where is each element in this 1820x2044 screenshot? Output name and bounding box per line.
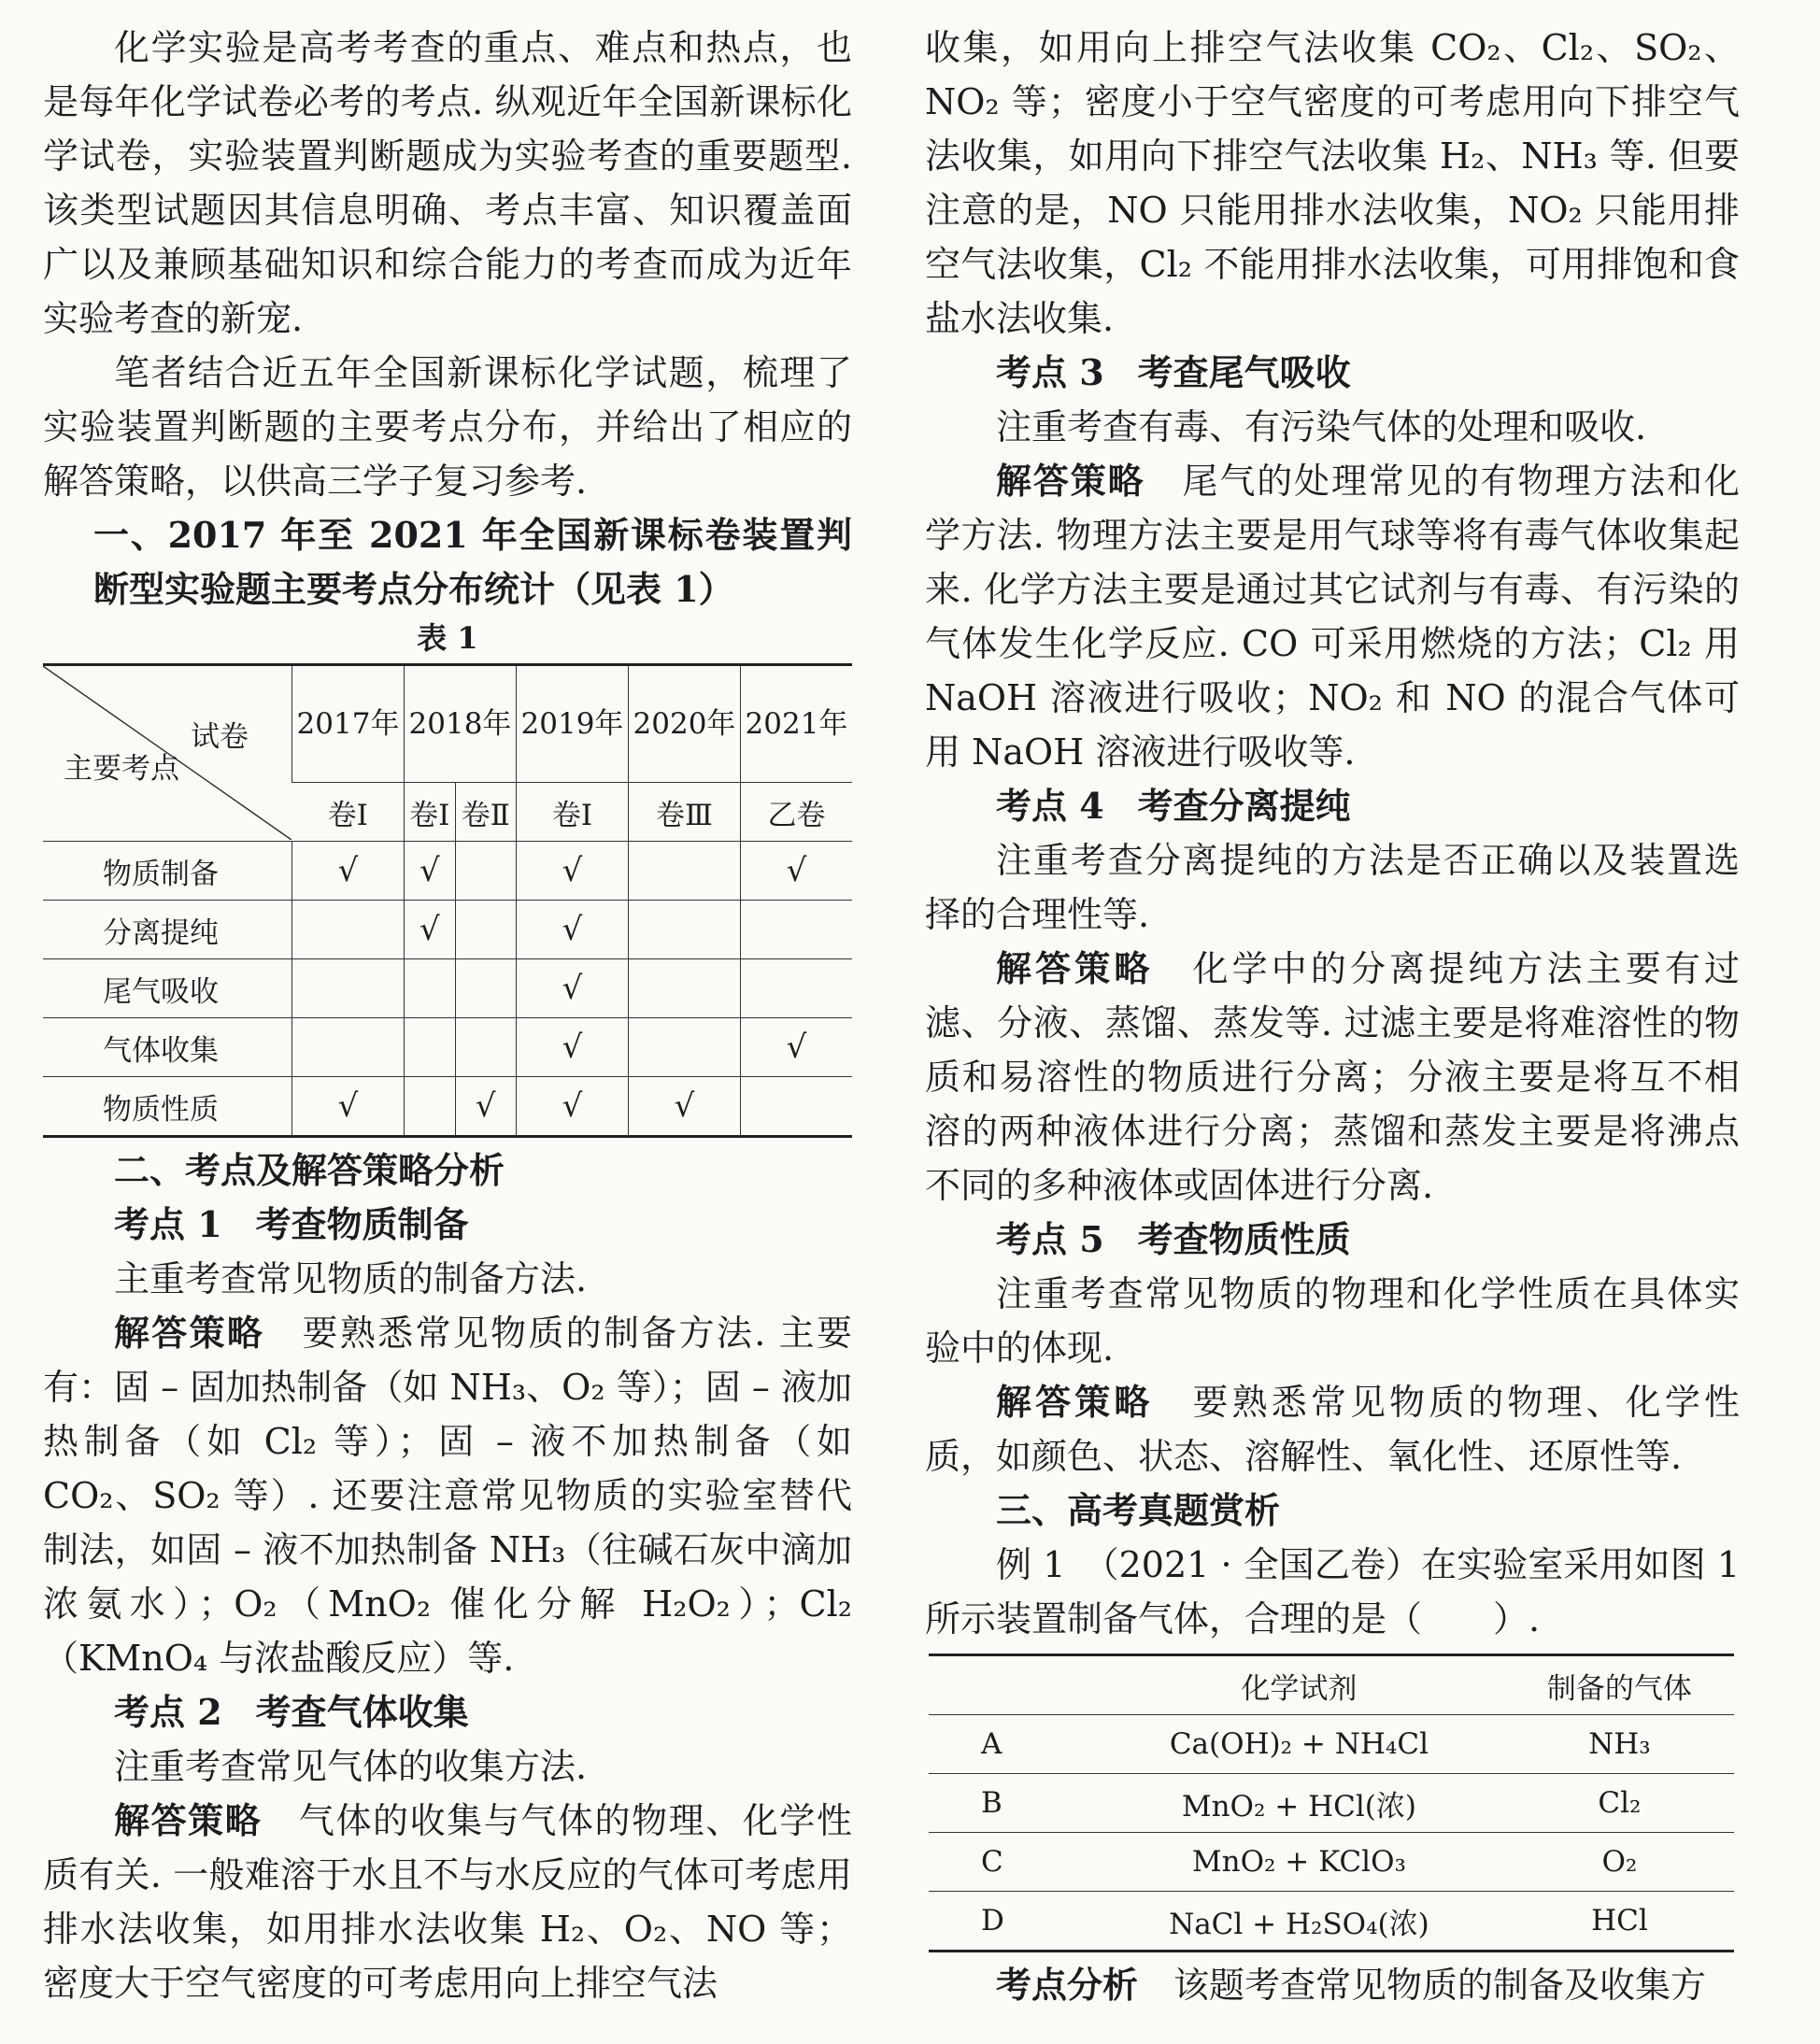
example1 [925,1538,1740,1646]
table-row [43,901,852,959]
check-cell: √ [292,842,405,901]
kp4-strategy-text: 化学中的分离提纯方法主要有过滤、分液、蒸馏、蒸发等. 过滤主要是将难溶性的物质和易溶性的物质进行分离；分液主要是将互不相溶的两种液体进行分离；蒸馏和蒸发主要是将沸点不同的多种液体或固体进行分离. [925,948,1740,1206]
check-cell: √ [516,959,628,1018]
paper-header: 卷Ⅰ [516,783,628,842]
year-header: 2021年 [740,665,852,783]
check-cell [628,901,740,959]
table-diagonal-header [43,665,292,842]
kp2-strategy [43,1794,852,2010]
kp5-title: 考查物质性质 [1137,1218,1351,1260]
kp2-title: 考查气体收集 [255,1691,469,1733]
paper-header: 卷Ⅰ [292,783,405,842]
check-cell: √ [516,1018,628,1077]
strategy-label: 解答策略 [996,460,1145,502]
kp1-strategy-text: 要熟悉常见物质的制备方法. 主要有：固 – 固加热制备（如 NH₃、O₂ 等）；固 – 液加热制备（如 Cl₂ 等）；固 – 液不加热制备（如 CO₂、SO₂ 等）. 还要注意常见物质的实验室替代制法，如固 – 液不加热制备 NH₃（往碱石灰中滴加浓氨水）；O₂（MnO₂ 催化分解 H₂O₂）；Cl₂（KMnO₄ 与浓盐酸反应）等. [43,1313,852,1679]
check-cell [740,901,852,959]
kp5-description: 注重考查常见物质的物理和化学性质在具体实验中的体现. [925,1273,1740,1369]
section2-title: 二、考点及解答策略分析 [114,1149,505,1191]
kp1-number: 考点 1 [114,1203,222,1245]
reagent-cell: MnO₂ + HCl(浓) [1093,1774,1505,1833]
example-options-table [929,1654,1734,1952]
gas-cell: Cl₂ [1505,1774,1734,1833]
check-cell: √ [405,842,456,901]
check-cell [455,959,516,1018]
analysis-paragraph [925,1958,1740,2012]
check-cell [740,1077,852,1137]
kp4-strategy [925,942,1740,1213]
table-row [43,1077,852,1137]
strategy-label: 解答策略 [996,1381,1154,1423]
check-cell [455,1018,516,1077]
table-row [929,1715,1734,1774]
check-cell [628,1018,740,1077]
paper-header: 卷Ⅲ [628,783,740,842]
topic-cell: 尾气吸收 [43,959,292,1018]
check-cell [740,959,852,1018]
topic-cell: 分离提纯 [43,901,292,959]
kp2-number: 考点 2 [114,1691,222,1733]
table-row [929,1892,1734,1952]
example-label: 例 1 [996,1544,1066,1585]
option-letter: D [929,1892,1093,1952]
check-cell: √ [455,1077,516,1137]
section1-title: 一、2017 年至 2021 年全国新课标卷装置判断型实验题主要考点分布统计（见表 1） [93,514,852,610]
intro-paragraph-1: 化学实验是高考考查的重点、难点和热点，也是每年化学试卷必考的考点. 纵观近年全国新课标化学试卷，实验装置判断题成为实验考查的重要题型. 该类型试题因其信息明确、考点丰富、知识覆盖面广以及兼顾基础知识和综合能力的考查而成为近年实验考查的新宠. [43,27,852,339]
strategy-label: 解答策略 [996,947,1154,989]
table-row [929,1774,1734,1833]
year-header: 2020年 [628,665,740,783]
strategy-label: 解答策略 [114,1312,265,1354]
check-cell [405,959,456,1018]
check-cell: √ [405,901,456,959]
table-row [43,1018,852,1077]
check-cell: √ [628,1077,740,1137]
kp4-description: 注重考查分离提纯的方法是否正确以及装置选择的合理性等. [925,840,1740,935]
kp2-heading [43,1685,852,1739]
kp1-description: 主重考查常见物质的制备方法. [114,1258,588,1299]
header-topic-label: 主要考点 [64,752,179,786]
table-row [929,1833,1734,1892]
kp3-strategy [925,454,1740,779]
check-cell [455,842,516,901]
options-header-blank [929,1655,1093,1715]
table-row [43,959,852,1018]
left-column [43,21,852,2010]
header-paper-label: 试卷 [191,720,249,754]
analysis-text: 该题考查常见物质的制备及收集方 [1173,1965,1707,2006]
gas-cell: NH₃ [1505,1715,1734,1774]
table-row [43,842,852,901]
kp3-number: 考点 3 [996,351,1104,393]
check-cell [292,1018,405,1077]
year-header: 2017年 [292,665,405,783]
reagent-cell: Ca(OH)₂ + NH₄Cl [1093,1715,1505,1774]
kp3-description: 注重考查有毒、有污染气体的处理和吸收. [996,406,1647,447]
check-cell [405,1077,456,1137]
kp3-heading [925,346,1740,400]
gas-header: 制备的气体 [1505,1655,1734,1715]
check-cell [455,901,516,959]
kp5-strategy [925,1375,1740,1483]
check-cell: √ [292,1077,405,1137]
distribution-table [43,663,852,1138]
gas-cell: HCl [1505,1892,1734,1952]
kp5-strategy-text: 要熟悉常见物质的物理、化学性质，如颜色、状态、溶解性、氧化性、还原性等. [925,1382,1740,1477]
kp4-title: 考查分离提纯 [1137,785,1351,827]
paper-header: 乙卷 [740,783,852,842]
gas-cell: O₂ [1505,1833,1734,1892]
option-letter: A [929,1715,1093,1774]
option-letter: B [929,1774,1093,1833]
check-cell [405,1018,456,1077]
check-cell: √ [516,842,628,901]
intro-paragraph-2: 笔者结合近五年全国新课标化学试题，梳理了实验装置判断题的主要考点分布，并给出了相应的解答策略，以供高三学子复习参考. [43,352,852,502]
kp1-heading [43,1198,852,1252]
kp4-number: 考点 4 [996,785,1104,827]
paper-header: 卷Ⅰ [405,783,456,842]
strategy-label: 解答策略 [114,1799,263,1841]
analysis-label: 考点分析 [996,1964,1139,2006]
topic-cell: 气体收集 [43,1018,292,1077]
topic-cell: 物质性质 [43,1077,292,1137]
check-cell: √ [740,842,852,901]
check-cell [292,901,405,959]
kp1-strategy [43,1306,852,1685]
kp4-heading [925,779,1740,833]
reagent-cell: NaCl + H₂SO₄(浓) [1093,1892,1505,1952]
check-cell [628,842,740,901]
kp2-description: 注重考查常见气体的收集方法. [114,1746,588,1787]
kp3-strategy-text: 尾气的处理常见的有物理方法和化学方法. 物理方法主要是用气球等将有毒气体收集起来. 化学方法主要是通过其它试剂与有毒、有污染的气体发生化学反应. CO 可采用燃烧的方法；Cl₂ 用 NaOH 溶液进行吸收；NO₂ 和 NO 的混合气体可用 NaOH 溶液进行吸收等. [925,461,1740,773]
kp2-strategy-text: 气体的收集与气体的物理、化学性质有关. 一般难溶于水且不与水反应的气体可考虑用排水法收集，如用排水法收集 H₂、O₂、NO 等；密度大于空气密度的可考虑用向上排空气法 [43,1800,852,2004]
year-header: 2019年 [516,665,628,783]
paper-header: 卷Ⅱ [455,783,516,842]
kp2-strategy-continued: 收集，如用向上排空气法收集 CO₂、Cl₂、SO₂、NO₂ 等；密度小于空气密度的可考虑用向下排空气法收集，如用向下排空气法收集 H₂、NH₃ 等. 但要注意的是，NO 只能用排水法收集，NO₂ 只能用排空气法收集，Cl₂ 不能用排水法收集，可用排饱和食盐水法收集. [925,27,1740,339]
right-column [925,21,1740,2012]
check-cell [292,959,405,1018]
reagent-cell: MnO₂ + KClO₃ [1093,1833,1505,1892]
kp3-title: 考查尾气吸收 [1137,351,1351,393]
option-letter: C [929,1833,1093,1892]
kp1-title: 考查物质制备 [255,1203,469,1245]
kp5-number: 考点 5 [996,1218,1104,1260]
check-cell: √ [516,1077,628,1137]
check-cell: √ [516,901,628,959]
example-text: （2021 · 全国乙卷）在实验室采用如图 1 所示装置制备气体，合理的是（ ）. [925,1544,1740,1639]
section3-title: 三、高考真题赏析 [996,1489,1281,1531]
table1-caption: 表 1 [417,620,478,656]
year-header: 2018年 [405,665,517,783]
check-cell [628,959,740,1018]
kp5-heading [925,1213,1740,1267]
reagent-header: 化学试剂 [1093,1655,1505,1715]
topic-cell: 物质制备 [43,842,292,901]
check-cell: √ [740,1018,852,1077]
